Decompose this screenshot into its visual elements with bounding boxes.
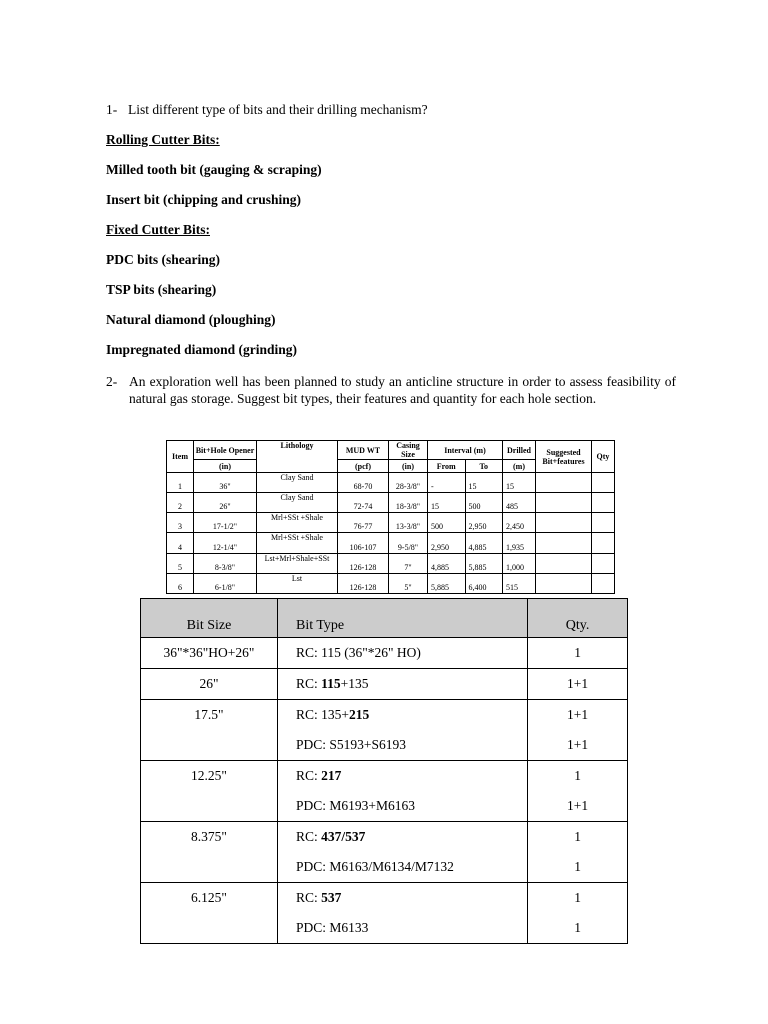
header-casing-unit: (in) (389, 460, 428, 473)
cell-qty (592, 493, 615, 513)
rolling-item: Insert bit (chipping and crushing) (106, 192, 302, 207)
header-bit-type: Bit Type (277, 599, 527, 638)
cell-item: 2 (167, 493, 194, 513)
cell-to: 500 (465, 493, 503, 513)
cell-to: 2,950 (465, 513, 503, 533)
cell-item: 1 (167, 473, 194, 493)
cell-from: - (428, 473, 466, 493)
cell-bit-size: 26" (141, 669, 278, 700)
cell-drilled: 485 (503, 493, 536, 513)
cell-to: 6,400 (465, 573, 503, 593)
cell-lithology: Mrl+SSt +Shale (257, 513, 338, 533)
cell-from: 4,885 (428, 553, 466, 573)
header-to: To (465, 460, 503, 473)
cell-bit-size (141, 852, 278, 883)
table-row (141, 822, 628, 853)
question-text: List different type of bits and their drilling mechanism? (128, 102, 428, 117)
cell-bit: 17-1/2" (194, 513, 257, 533)
header-bit-unit: (in) (194, 460, 257, 473)
cell-bit-type: PDC: M6193+M6163 (277, 791, 527, 822)
cell-casing: 9-5/8" (389, 533, 428, 553)
cell-qty: 1+1 (528, 669, 628, 700)
cell-bit-size: 12.25" (141, 761, 278, 792)
table-row (141, 669, 628, 700)
cell-bit-size: 8.375" (141, 822, 278, 853)
cell-lithology: Clay Sand (257, 493, 338, 513)
cell-qty: 1 (528, 638, 628, 669)
cell-bit-type: RC: 537 (277, 883, 527, 914)
cell-bit-type: RC: 115+135 (277, 669, 527, 700)
cell-item: 4 (167, 533, 194, 553)
cell-suggested (536, 513, 592, 533)
table-row (167, 513, 615, 533)
cell-qty: 1 (528, 883, 628, 914)
cell-qty: 1 (528, 822, 628, 853)
cell-drilled: 515 (503, 573, 536, 593)
cell-to: 5,885 (465, 553, 503, 573)
cell-qty (592, 473, 615, 493)
cell-qty: 1+1 (528, 791, 628, 822)
cell-bit-type: RC: 217 (277, 761, 527, 792)
rolling-cutter-heading: Rolling Cutter Bits: (106, 132, 220, 147)
header-casing: Casing Size (389, 441, 428, 460)
question-1 (106, 102, 428, 118)
cell-from: 15 (428, 493, 466, 513)
cell-qty: 1+1 (528, 700, 628, 731)
bit-selection-table (140, 598, 628, 944)
header-mud: MUD WT (338, 441, 389, 460)
cell-bit-type: RC: 135+215 (277, 700, 527, 731)
cell-from: 500 (428, 513, 466, 533)
cell-suggested (536, 573, 592, 593)
cell-drilled: 1,000 (503, 553, 536, 573)
cell-suggested (536, 473, 592, 493)
cell-bit-size (141, 730, 278, 761)
table-row (167, 473, 615, 493)
cell-bit-size: 17.5" (141, 700, 278, 731)
fixed-item: Impregnated diamond (grinding) (106, 342, 298, 357)
question-2 (106, 373, 676, 407)
header-drilled: Drilled (503, 441, 536, 460)
cell-from: 5,885 (428, 573, 466, 593)
cell-casing: 18-3/8" (389, 493, 428, 513)
header-bit-size: Bit Size (141, 599, 278, 638)
cell-lithology: Clay Sand (257, 473, 338, 493)
cell-suggested (536, 493, 592, 513)
cell-qty (592, 573, 615, 593)
table-row (141, 761, 628, 792)
cell-qty: 1 (528, 913, 628, 944)
header-from: From (428, 460, 466, 473)
fixed-item: TSP bits (shearing) (106, 282, 217, 297)
header-qty: Qty. (528, 599, 628, 638)
header-bit: Bit+Hole Opener (194, 441, 257, 460)
cell-to: 15 (465, 473, 503, 493)
table-row (141, 700, 628, 731)
table-row (167, 553, 615, 573)
cell-bit: 26" (194, 493, 257, 513)
header-mud-unit: (pcf) (338, 460, 389, 473)
cell-mud: 126-128 (338, 573, 389, 593)
cell-bit: 12-1/4" (194, 533, 257, 553)
header-lithology: Lithology (257, 441, 338, 473)
fixed-cutter-heading: Fixed Cutter Bits: (106, 222, 210, 237)
cell-bit-type: PDC: M6163/M6134/M7132 (277, 852, 527, 883)
rolling-item: Milled tooth bit (gauging & scraping) (106, 162, 322, 177)
cell-suggested (536, 553, 592, 573)
question-number: 2- (106, 374, 118, 389)
cell-casing: 7" (389, 553, 428, 573)
header-interval: Interval (m) (428, 441, 503, 460)
cell-item: 5 (167, 553, 194, 573)
table-row (167, 493, 615, 513)
cell-qty (592, 553, 615, 573)
cell-casing: 5" (389, 573, 428, 593)
cell-lithology: Lst+Mrl+Shale+SSt (257, 553, 338, 573)
question-text: An exploration well has been planned to study an anticline structure in order to assess feasibility of natural gas storage. Suggest bit types, their features and quantity for each hole section. (129, 374, 676, 406)
well-data-table (166, 440, 615, 594)
question-number: 1- (106, 102, 118, 117)
table-row (141, 913, 628, 944)
cell-bit-type: PDC: M6133 (277, 913, 527, 944)
cell-mud: 76-77 (338, 513, 389, 533)
table-row (141, 883, 628, 914)
header-suggested: Suggested Bit+features (536, 441, 592, 473)
table-row (141, 638, 628, 669)
cell-qty (592, 513, 615, 533)
cell-bit-type: RC: 115 (36"*26" HO) (277, 638, 527, 669)
cell-bit-type: RC: 437/537 (277, 822, 527, 853)
cell-mud: 106-107 (338, 533, 389, 553)
cell-bit: 8-3/8" (194, 553, 257, 573)
header-qty: Qty (592, 441, 615, 473)
cell-qty: 1+1 (528, 730, 628, 761)
cell-bit-type: PDC: S5193+S6193 (277, 730, 527, 761)
cell-to: 4,885 (465, 533, 503, 553)
cell-bit: 36" (194, 473, 257, 493)
cell-lithology: Mrl+SSt +Shale (257, 533, 338, 553)
cell-qty: 1 (528, 761, 628, 792)
table-row (141, 852, 628, 883)
cell-drilled: 2,450 (503, 513, 536, 533)
fixed-item: PDC bits (shearing) (106, 252, 220, 267)
cell-bit: 6-1/8" (194, 573, 257, 593)
cell-mud: 68-70 (338, 473, 389, 493)
cell-casing: 13-3/8" (389, 513, 428, 533)
fixed-item: Natural diamond (ploughing) (106, 312, 276, 327)
header-item: Item (167, 441, 194, 473)
cell-bit-size (141, 791, 278, 822)
table-row (167, 573, 615, 593)
cell-qty (592, 533, 615, 553)
table-row (141, 730, 628, 761)
table-row (141, 791, 628, 822)
cell-qty: 1 (528, 852, 628, 883)
cell-bit-size: 6.125" (141, 883, 278, 914)
cell-bit-size (141, 913, 278, 944)
table-row (167, 533, 615, 553)
cell-from: 2,950 (428, 533, 466, 553)
cell-drilled: 1,935 (503, 533, 536, 553)
cell-casing: 28-3/8" (389, 473, 428, 493)
cell-mud: 72-74 (338, 493, 389, 513)
cell-drilled: 15 (503, 473, 536, 493)
cell-bit-size: 36"*36"HO+26" (141, 638, 278, 669)
cell-item: 6 (167, 573, 194, 593)
cell-suggested (536, 533, 592, 553)
cell-lithology: Lst (257, 573, 338, 593)
cell-mud: 126-128 (338, 553, 389, 573)
header-drilled-unit: (m) (503, 460, 536, 473)
cell-item: 3 (167, 513, 194, 533)
